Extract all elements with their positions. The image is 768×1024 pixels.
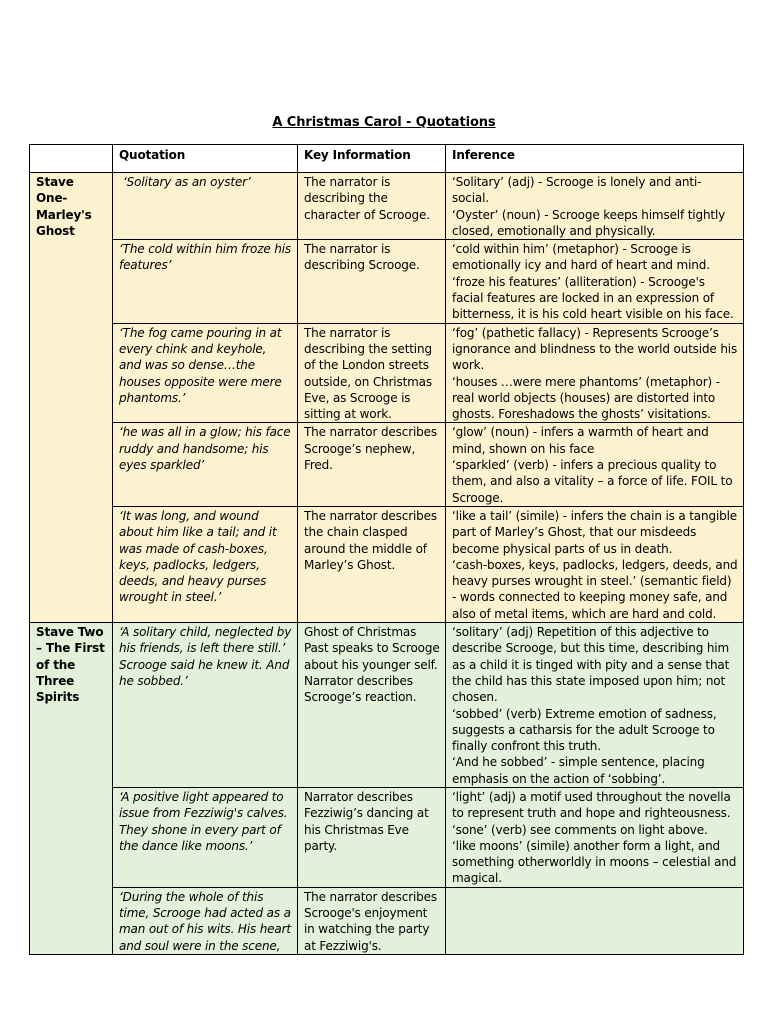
- inference-line: ‘glow’ (noun) - infers a warmth of heart and mind, shown on his face: [452, 425, 709, 456]
- inference-cell: [446, 506, 744, 622]
- key-info-cell: The narrator describes Scrooge’s nephew, Fred.: [298, 423, 446, 506]
- key-info-cell: The narrator describes Scrooge's enjoyment in watching the party at Fezziwig's.: [298, 887, 446, 954]
- key-info-cell: Ghost of Christmas Past speaks to Scrooge about his younger self. Narrator describes Scrooge’s reaction.: [298, 623, 446, 788]
- quotation-cell: ‘The fog came pouring in at every chink and keyhole, and was so dense…the houses opposite were mere phantoms.’: [113, 323, 298, 423]
- inference-cell: [446, 623, 744, 788]
- quotation-cell: ‘Solitary as an oyster’: [113, 173, 298, 240]
- inference-line: ‘fog’ (pathetic fallacy) - Represents Scrooge’s ignorance and blindness to the world outside his work.: [452, 325, 738, 373]
- table-row: [30, 887, 744, 954]
- key-info-cell: Narrator describes Fezziwig’s dancing at his Christmas Eve party.: [298, 787, 446, 887]
- page-title: A Christmas Carol - Quotations: [272, 115, 496, 130]
- inference-line: ‘And he sobbed’ - simple sentence, placing emphasis on the action of ‘sobbing’.: [452, 755, 705, 786]
- stave-label: Stave One- Marley's Ghost: [30, 173, 113, 623]
- quotation-cell: ‘A solitary child, neglected by his friends, is left there still.’ Scrooge said he knew it. And he sobbed.’: [113, 623, 298, 788]
- quotation-cell: ‘he was all in a glow; his face ruddy and handsome; his eyes sparkled’: [113, 423, 298, 506]
- inference-line: ‘like a tail’ (simile) - infers the chain is a tangible part of Marley’s Ghost, that our misdeeds become physical parts of us in death.: [452, 508, 738, 556]
- table-row: [30, 506, 744, 622]
- header-inference: Inference: [446, 145, 744, 173]
- table-row: [30, 240, 744, 323]
- table-row: [30, 323, 744, 423]
- inference-line: ‘cash-boxes, keys, padlocks, ledgers, deeds, and heavy purses wrought in steel.’ (semantic field) - words connected to keeping money safe, and also of metal items, which are hard and cold.: [452, 557, 738, 621]
- quotation-cell: ‘The cold within him froze his features’: [113, 240, 298, 323]
- table-row: [30, 623, 744, 788]
- inference-line: ‘Solitary’ (adj) - Scrooge is lonely and anti-social.: [452, 175, 702, 206]
- header-quotation: Quotation: [113, 145, 298, 173]
- inference-cell: [446, 323, 744, 423]
- inference-line: ‘Oyster’ (noun) - Scrooge keeps himself tightly closed, emotionally and physically.: [452, 207, 726, 238]
- inference-line: ‘light’ (adj) a motif used throughout the novella to represent truth and hope and righteousness.: [452, 789, 731, 821]
- inference-line: ‘solitary’ (adj) Repetition of this adjective to describe Scrooge, but this time, describing him as a child it is tinged with pity and a sense that the child has this state imposed upon him; not chosen.: [452, 625, 730, 705]
- key-info-cell: The narrator is describing the character of Scrooge.: [298, 173, 446, 240]
- table-row: [30, 173, 744, 240]
- stave-label: Stave Two – The First of the Three Spirits: [30, 623, 113, 955]
- inference-line: ‘houses …were mere phantoms’ (metaphor) - real world objects (houses) are distorted into ghosts. Foreshadows the ghosts’ visitations.: [452, 374, 720, 422]
- quotation-cell: ‘A positive light appeared to issue from Fezziwig's calves. They shone in every part of the dance like moons.’: [113, 787, 298, 887]
- key-info-cell: The narrator is describing the setting of the London streets outside, on Christmas Eve, as Scrooge is sitting at work.: [298, 323, 446, 423]
- inference-cell: [446, 887, 744, 954]
- inference-line: ‘cold within him’ (metaphor) - Scrooge is emotionally icy and hard of heart and mind.: [452, 242, 710, 273]
- inference-line: ‘like moons’ (simile) another form a light, and something otherworldly in moons – celestial and magical.: [452, 838, 737, 886]
- quotation-cell: ‘During the whole of this time, Scrooge had acted as a man out of his wits. His heart and soul were in the scene,: [113, 887, 298, 954]
- key-info-cell: The narrator describes the chain clasped around the middle of Marley’s Ghost.: [298, 506, 446, 622]
- table-row: [30, 423, 744, 506]
- quotation-cell: ‘It was long, and wound about him like a tail; and it was made of cash-boxes, keys, padlocks, ledgers, deeds, and heavy purses wrought in steel.’: [113, 506, 298, 622]
- inference-line: ‘sparkled’ (verb) - infers a precious quality to them, and also a vitality – a force of life. FOIL to Scrooge.: [452, 458, 733, 505]
- inference-line: ‘sobbed’ (verb) Extreme emotion of sadness, suggests a catharsis for the adult Scrooge to finally confront this truth.: [452, 706, 717, 754]
- inference-cell: [446, 173, 744, 240]
- inference-cell: [446, 423, 744, 506]
- header-stave: [30, 145, 113, 173]
- inference-cell: [446, 787, 744, 887]
- header-row: [30, 145, 744, 173]
- header-key-information: Key Information: [298, 145, 446, 173]
- quotations-table: [29, 144, 744, 955]
- table-row: [30, 787, 744, 887]
- inference-cell: [446, 240, 744, 323]
- inference-line: ‘froze his features’ (alliteration) - Scrooge's facial features are locked in an expression of bitterness, it is his cold heart visible on his face.: [452, 274, 734, 322]
- key-info-cell: The narrator is describing Scrooge.: [298, 240, 446, 323]
- inference-line: ‘sone’ (verb) see comments on light above.: [452, 822, 708, 837]
